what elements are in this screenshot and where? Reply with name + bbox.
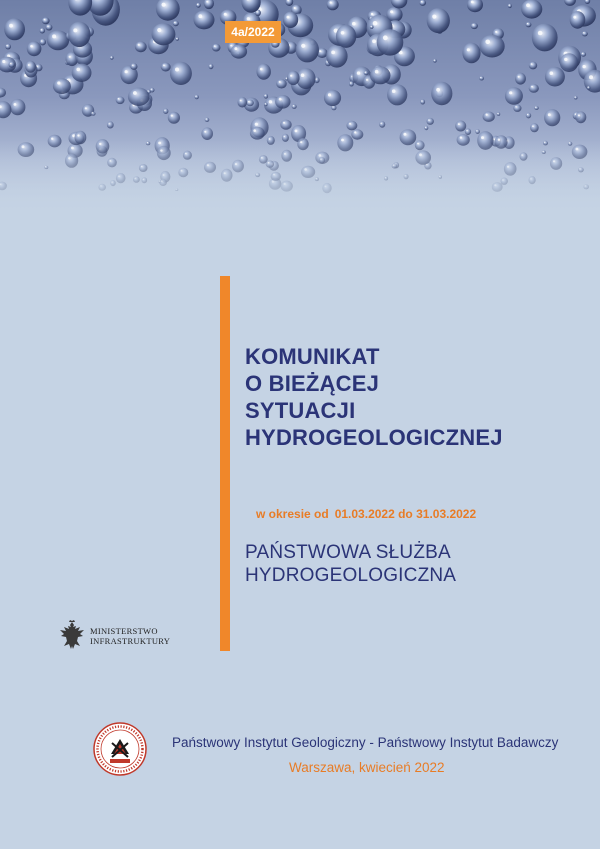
service-line: PAŃSTWOWA SŁUŻBA [245, 542, 451, 563]
period-range: 01.03.2022 do 31.03.2022 [334, 507, 477, 521]
ministry-line: INFRASTRUKTURY [90, 636, 171, 646]
water-droplets-icon [0, 0, 600, 215]
pig-pib-seal-icon [93, 722, 147, 776]
place-date: Warszawa, kwiecień 2022 [289, 760, 445, 775]
period-prefix: w okresie od [256, 507, 329, 521]
polish-eagle-icon [58, 619, 86, 653]
title-line: O BIEŻĄCEJ [245, 371, 380, 396]
ministry-name [90, 626, 170, 646]
ministry-logo [58, 619, 170, 653]
issue-badge: 4a/2022 [225, 21, 281, 43]
water-droplets-image [0, 0, 600, 215]
title-line: SYTUACJI [245, 398, 356, 423]
ministry-line: MINISTERSTWO [90, 626, 158, 636]
reporting-period [256, 506, 476, 522]
report-title [245, 343, 503, 451]
service-name [245, 541, 456, 587]
title-line: KOMUNIKAT [245, 344, 380, 369]
title-line: HYDROGEOLOGICZNEJ [245, 425, 503, 450]
accent-bar [220, 276, 230, 651]
institute-name: Państwowy Instytut Geologiczny - Państwowy Instytut Badawczy [172, 735, 559, 750]
service-line: HYDROGEOLOGICZNA [245, 565, 457, 586]
